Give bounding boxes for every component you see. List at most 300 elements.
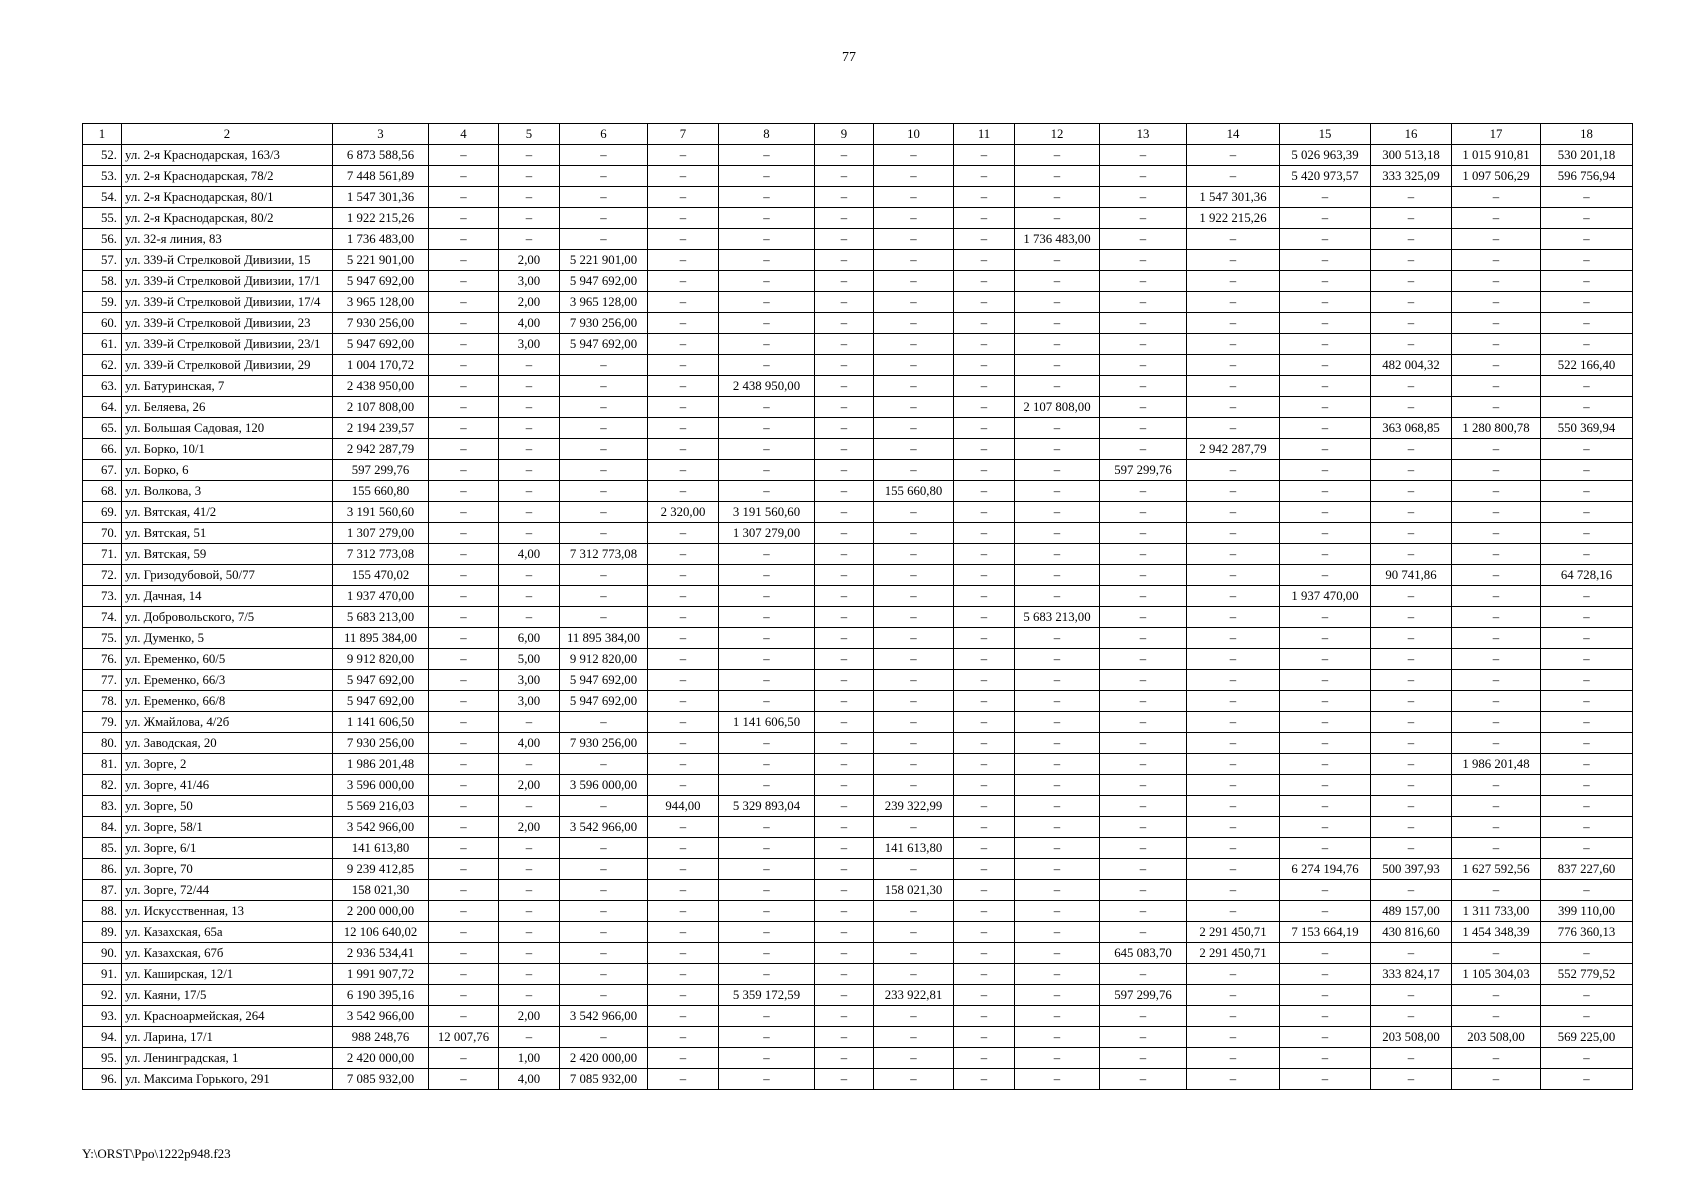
row-number-cell: 81. — [83, 754, 122, 775]
address-cell: ул. 2-я Краснодарская, 163/3 — [122, 145, 333, 166]
value-cell: – — [429, 838, 499, 859]
value-cell: – — [429, 145, 499, 166]
value-cell: – — [560, 880, 648, 901]
value-cell: – — [429, 208, 499, 229]
value-cell: – — [499, 481, 560, 502]
value-cell: – — [954, 313, 1015, 334]
value-cell: – — [499, 943, 560, 964]
value-cell: 482 004,32 — [1371, 355, 1452, 376]
value-cell: – — [815, 187, 874, 208]
value-cell: – — [648, 250, 719, 271]
row-number-cell: 71. — [83, 544, 122, 565]
value-cell: – — [1187, 859, 1280, 880]
address-cell: ул. Красноармейская, 264 — [122, 1006, 333, 1027]
value-cell: – — [1452, 838, 1541, 859]
value-cell: – — [1452, 796, 1541, 817]
value-cell: – — [1015, 922, 1100, 943]
table-row — [83, 607, 1633, 628]
value-cell: 522 166,40 — [1541, 355, 1633, 376]
value-cell: – — [1280, 523, 1371, 544]
value-cell: – — [815, 355, 874, 376]
value-cell: – — [560, 922, 648, 943]
value-cell: 776 360,13 — [1541, 922, 1633, 943]
value-cell: – — [954, 355, 1015, 376]
column-header: 2 — [122, 124, 333, 145]
value-cell: – — [954, 376, 1015, 397]
value-cell: – — [429, 187, 499, 208]
value-cell: – — [560, 607, 648, 628]
value-cell: 11 895 384,00 — [560, 628, 648, 649]
value-cell: – — [954, 502, 1015, 523]
value-cell: 1 280 800,78 — [1452, 418, 1541, 439]
value-cell: – — [1100, 229, 1187, 250]
value-cell: 3,00 — [499, 334, 560, 355]
value-cell: – — [560, 796, 648, 817]
address-cell: ул. Гризодубовой, 50/77 — [122, 565, 333, 586]
value-cell: – — [1371, 271, 1452, 292]
value-cell: – — [1015, 754, 1100, 775]
value-cell: – — [1452, 628, 1541, 649]
value-cell: – — [1541, 691, 1633, 712]
column-header: 12 — [1015, 124, 1100, 145]
value-cell: – — [815, 607, 874, 628]
value-cell: – — [429, 481, 499, 502]
value-cell: 5 420 973,57 — [1280, 166, 1371, 187]
value-cell: 2 942 287,79 — [1187, 439, 1280, 460]
value-cell: – — [874, 271, 954, 292]
value-cell: – — [874, 460, 954, 481]
value-cell: – — [954, 712, 1015, 733]
value-cell: – — [719, 964, 815, 985]
value-cell: – — [1541, 649, 1633, 670]
address-cell: ул. 32-я линия, 83 — [122, 229, 333, 250]
value-cell: – — [1541, 712, 1633, 733]
value-cell: – — [1280, 292, 1371, 313]
address-cell: ул. Жмайлова, 4/2б — [122, 712, 333, 733]
value-cell: – — [1541, 271, 1633, 292]
value-cell: – — [1100, 733, 1187, 754]
value-cell: – — [1280, 691, 1371, 712]
row-number-cell: 63. — [83, 376, 122, 397]
value-cell: 4,00 — [499, 313, 560, 334]
value-cell: – — [1187, 1027, 1280, 1048]
value-cell: 1 922 215,26 — [1187, 208, 1280, 229]
value-cell: – — [719, 292, 815, 313]
address-cell: ул. 339-й Стрелковой Дивизии, 23 — [122, 313, 333, 334]
value-cell: 3 542 966,00 — [560, 817, 648, 838]
value-cell: – — [648, 1027, 719, 1048]
value-cell: 597 299,76 — [333, 460, 429, 481]
value-cell: – — [1280, 733, 1371, 754]
value-cell: – — [1452, 481, 1541, 502]
value-cell: – — [1280, 313, 1371, 334]
value-cell: – — [1541, 985, 1633, 1006]
value-cell: – — [1015, 817, 1100, 838]
column-header: 3 — [333, 124, 429, 145]
value-cell: – — [1371, 712, 1452, 733]
row-number-cell: 58. — [83, 271, 122, 292]
value-cell: – — [1541, 1048, 1633, 1069]
table-row — [83, 775, 1633, 796]
value-cell: 1 105 304,03 — [1452, 964, 1541, 985]
value-cell: 6 190 395,16 — [333, 985, 429, 1006]
table-row — [83, 796, 1633, 817]
table-row — [83, 1027, 1633, 1048]
value-cell: – — [815, 481, 874, 502]
value-cell: – — [429, 292, 499, 313]
row-number-cell: 61. — [83, 334, 122, 355]
address-cell: ул. Максима Горького, 291 — [122, 1069, 333, 1090]
value-cell: 64 728,16 — [1541, 565, 1633, 586]
row-number-cell: 84. — [83, 817, 122, 838]
value-cell: – — [874, 586, 954, 607]
value-cell: – — [815, 649, 874, 670]
value-cell: – — [648, 943, 719, 964]
value-cell: – — [874, 712, 954, 733]
table-row — [83, 271, 1633, 292]
value-cell: – — [1371, 187, 1452, 208]
value-cell: 3 596 000,00 — [333, 775, 429, 796]
value-cell: – — [1280, 1006, 1371, 1027]
value-cell: – — [1100, 586, 1187, 607]
address-cell: ул. Борко, 6 — [122, 460, 333, 481]
value-cell: – — [874, 964, 954, 985]
address-cell: ул. Казахская, 67б — [122, 943, 333, 964]
value-cell: – — [719, 355, 815, 376]
value-cell: 7 930 256,00 — [333, 313, 429, 334]
value-cell: – — [719, 397, 815, 418]
address-cell: ул. 339-й Стрелковой Дивизии, 23/1 — [122, 334, 333, 355]
value-cell: – — [1452, 544, 1541, 565]
value-cell: – — [648, 397, 719, 418]
value-cell: – — [1187, 250, 1280, 271]
value-cell: – — [815, 166, 874, 187]
value-cell: – — [719, 649, 815, 670]
value-cell: – — [954, 523, 1015, 544]
value-cell: – — [429, 943, 499, 964]
value-cell: – — [429, 796, 499, 817]
value-cell: – — [874, 691, 954, 712]
value-cell: – — [1187, 397, 1280, 418]
value-cell: – — [1541, 544, 1633, 565]
row-number-cell: 82. — [83, 775, 122, 796]
value-cell: – — [719, 313, 815, 334]
value-cell: – — [1280, 481, 1371, 502]
value-cell: 2 194 239,57 — [333, 418, 429, 439]
value-cell: – — [1371, 250, 1452, 271]
value-cell: – — [1100, 502, 1187, 523]
value-cell: – — [429, 565, 499, 586]
column-header: 6 — [560, 124, 648, 145]
value-cell: – — [954, 775, 1015, 796]
value-cell: – — [1015, 460, 1100, 481]
value-cell: – — [719, 733, 815, 754]
value-cell: 2,00 — [499, 817, 560, 838]
value-cell: – — [429, 586, 499, 607]
value-cell: 1 004 170,72 — [333, 355, 429, 376]
value-cell: 2 200 000,00 — [333, 901, 429, 922]
value-cell: 6 873 588,56 — [333, 145, 429, 166]
column-header: 8 — [719, 124, 815, 145]
column-header: 13 — [1100, 124, 1187, 145]
value-cell: – — [1280, 796, 1371, 817]
value-cell: – — [874, 502, 954, 523]
value-cell: – — [719, 565, 815, 586]
value-cell: 7 312 773,08 — [333, 544, 429, 565]
value-cell: – — [719, 1006, 815, 1027]
value-cell: – — [815, 439, 874, 460]
value-cell: – — [719, 670, 815, 691]
value-cell: – — [560, 397, 648, 418]
value-cell: – — [719, 1069, 815, 1090]
value-cell: – — [429, 880, 499, 901]
value-cell: – — [1452, 460, 1541, 481]
table-row — [83, 712, 1633, 733]
value-cell: 1 141 606,50 — [719, 712, 815, 733]
value-cell: – — [874, 313, 954, 334]
value-cell: – — [499, 565, 560, 586]
address-cell: ул. Борко, 10/1 — [122, 439, 333, 460]
row-number-cell: 68. — [83, 481, 122, 502]
value-cell: 158 021,30 — [874, 880, 954, 901]
value-cell: 1 736 483,00 — [1015, 229, 1100, 250]
address-cell: ул. Заводская, 20 — [122, 733, 333, 754]
value-cell: – — [1280, 607, 1371, 628]
value-cell: 2 107 808,00 — [1015, 397, 1100, 418]
value-cell: – — [1100, 1027, 1187, 1048]
value-cell: – — [1371, 838, 1452, 859]
value-cell: 3 542 966,00 — [333, 817, 429, 838]
value-cell: – — [874, 1069, 954, 1090]
value-cell: – — [1280, 817, 1371, 838]
value-cell: – — [1100, 187, 1187, 208]
value-cell: – — [1015, 859, 1100, 880]
address-cell: ул. Добровольского, 7/5 — [122, 607, 333, 628]
value-cell: 3 542 966,00 — [333, 1006, 429, 1027]
value-cell: – — [1187, 271, 1280, 292]
table-row — [83, 439, 1633, 460]
value-cell: – — [954, 901, 1015, 922]
value-cell: – — [1452, 271, 1541, 292]
table-row — [83, 565, 1633, 586]
value-cell: – — [1452, 334, 1541, 355]
value-cell: – — [648, 271, 719, 292]
column-header: 5 — [499, 124, 560, 145]
value-cell: – — [429, 355, 499, 376]
value-cell: 552 779,52 — [1541, 964, 1633, 985]
value-cell: – — [1015, 313, 1100, 334]
value-cell: – — [1280, 271, 1371, 292]
value-cell: 4,00 — [499, 544, 560, 565]
value-cell: – — [815, 565, 874, 586]
value-cell: 1 097 506,29 — [1452, 166, 1541, 187]
value-cell: – — [1280, 775, 1371, 796]
value-cell: – — [1452, 712, 1541, 733]
value-cell: – — [815, 208, 874, 229]
value-cell: – — [954, 271, 1015, 292]
value-cell: – — [1187, 523, 1280, 544]
value-cell: – — [1280, 649, 1371, 670]
value-cell: – — [954, 166, 1015, 187]
address-cell: ул. Каширская, 12/1 — [122, 964, 333, 985]
value-cell: – — [1187, 502, 1280, 523]
value-cell: – — [499, 187, 560, 208]
value-cell: – — [719, 628, 815, 649]
value-cell: – — [1100, 166, 1187, 187]
table-row — [83, 1069, 1633, 1090]
value-cell: – — [1541, 775, 1633, 796]
value-cell: – — [648, 460, 719, 481]
value-cell: – — [815, 523, 874, 544]
table-row — [83, 397, 1633, 418]
value-cell: – — [560, 1027, 648, 1048]
value-cell: – — [1100, 418, 1187, 439]
value-cell: – — [1187, 1006, 1280, 1027]
value-cell: – — [1187, 313, 1280, 334]
value-cell: – — [874, 817, 954, 838]
file-path: Y:\ORST\Ppo\1222p948.f23 — [82, 1146, 231, 1161]
value-cell: – — [874, 439, 954, 460]
table-row — [83, 523, 1633, 544]
column-header: 4 — [429, 124, 499, 145]
value-cell: – — [1371, 775, 1452, 796]
value-cell: – — [429, 418, 499, 439]
address-cell: ул. Вятская, 51 — [122, 523, 333, 544]
value-cell: – — [560, 376, 648, 397]
value-cell: – — [1452, 649, 1541, 670]
value-cell: 2,00 — [499, 292, 560, 313]
value-cell: 2 291 450,71 — [1187, 922, 1280, 943]
table-row — [83, 628, 1633, 649]
address-cell: ул. 339-й Стрелковой Дивизии, 15 — [122, 250, 333, 271]
address-cell: ул. Зорге, 6/1 — [122, 838, 333, 859]
value-cell: – — [1015, 838, 1100, 859]
value-cell: – — [1371, 481, 1452, 502]
row-number-cell: 66. — [83, 439, 122, 460]
value-cell: – — [1371, 292, 1452, 313]
value-cell: – — [429, 775, 499, 796]
address-cell: ул. 2-я Краснодарская, 78/2 — [122, 166, 333, 187]
value-cell: – — [1371, 208, 1452, 229]
value-cell: – — [648, 439, 719, 460]
value-cell: – — [719, 439, 815, 460]
value-cell: – — [499, 523, 560, 544]
value-cell: – — [648, 838, 719, 859]
value-cell: – — [954, 649, 1015, 670]
column-header: 14 — [1187, 124, 1280, 145]
value-cell: – — [874, 166, 954, 187]
value-cell: 988 248,76 — [333, 1027, 429, 1048]
value-cell: – — [1280, 754, 1371, 775]
value-cell: – — [648, 544, 719, 565]
address-cell: ул. 2-я Краснодарская, 80/1 — [122, 187, 333, 208]
value-cell: – — [719, 691, 815, 712]
value-cell: – — [1187, 481, 1280, 502]
value-cell: – — [648, 964, 719, 985]
value-cell: – — [1015, 250, 1100, 271]
value-cell: – — [499, 229, 560, 250]
value-cell: – — [1187, 1048, 1280, 1069]
value-cell: – — [1371, 1006, 1452, 1027]
table-row — [83, 922, 1633, 943]
value-cell: – — [1280, 208, 1371, 229]
value-cell: – — [1015, 964, 1100, 985]
value-cell: – — [874, 208, 954, 229]
value-cell: 2 942 287,79 — [333, 439, 429, 460]
row-number-cell: 55. — [83, 208, 122, 229]
value-cell: 141 613,80 — [874, 838, 954, 859]
value-cell: – — [954, 607, 1015, 628]
value-cell: 1 922 215,26 — [333, 208, 429, 229]
value-cell: – — [1371, 607, 1452, 628]
address-cell: ул. 339-й Стрелковой Дивизии, 17/1 — [122, 271, 333, 292]
value-cell: 5 683 213,00 — [1015, 607, 1100, 628]
value-cell: – — [429, 502, 499, 523]
value-cell: – — [499, 880, 560, 901]
value-cell: – — [1015, 187, 1100, 208]
value-cell: – — [499, 208, 560, 229]
value-cell: 1 454 348,39 — [1452, 922, 1541, 943]
address-cell: ул. Вятская, 41/2 — [122, 502, 333, 523]
value-cell: – — [1100, 376, 1187, 397]
value-cell: – — [1371, 1048, 1452, 1069]
value-cell: 3 542 966,00 — [560, 1006, 648, 1027]
table-row — [83, 334, 1633, 355]
table-row — [83, 481, 1633, 502]
value-cell: – — [815, 817, 874, 838]
value-cell: – — [1015, 334, 1100, 355]
value-cell: – — [1015, 208, 1100, 229]
value-cell: – — [815, 985, 874, 1006]
value-cell: – — [429, 250, 499, 271]
value-cell: – — [1371, 586, 1452, 607]
value-cell: – — [1100, 313, 1187, 334]
value-cell: – — [719, 145, 815, 166]
value-cell: – — [874, 292, 954, 313]
value-cell: – — [954, 397, 1015, 418]
value-cell: 5 683 213,00 — [333, 607, 429, 628]
value-cell: – — [1100, 901, 1187, 922]
value-cell: – — [815, 691, 874, 712]
value-cell: – — [1371, 817, 1452, 838]
value-cell: – — [954, 817, 1015, 838]
value-cell: – — [815, 670, 874, 691]
value-cell: – — [954, 565, 1015, 586]
value-cell: – — [1452, 733, 1541, 754]
value-cell: – — [1280, 187, 1371, 208]
row-number-cell: 94. — [83, 1027, 122, 1048]
value-cell: – — [1452, 292, 1541, 313]
value-cell: – — [560, 754, 648, 775]
value-cell: 1 141 606,50 — [333, 712, 429, 733]
value-cell: – — [1100, 334, 1187, 355]
row-number-cell: 69. — [83, 502, 122, 523]
value-cell: – — [1371, 880, 1452, 901]
value-cell: 141 613,80 — [333, 838, 429, 859]
value-cell: – — [954, 292, 1015, 313]
value-cell: 155 660,80 — [333, 481, 429, 502]
value-cell: – — [499, 397, 560, 418]
value-cell: – — [1100, 292, 1187, 313]
value-cell: – — [815, 460, 874, 481]
value-cell: – — [1187, 292, 1280, 313]
value-cell: – — [1187, 670, 1280, 691]
value-cell: – — [648, 208, 719, 229]
value-cell: – — [560, 838, 648, 859]
value-cell: – — [719, 754, 815, 775]
value-cell: 530 201,18 — [1541, 145, 1633, 166]
value-cell: – — [1541, 586, 1633, 607]
